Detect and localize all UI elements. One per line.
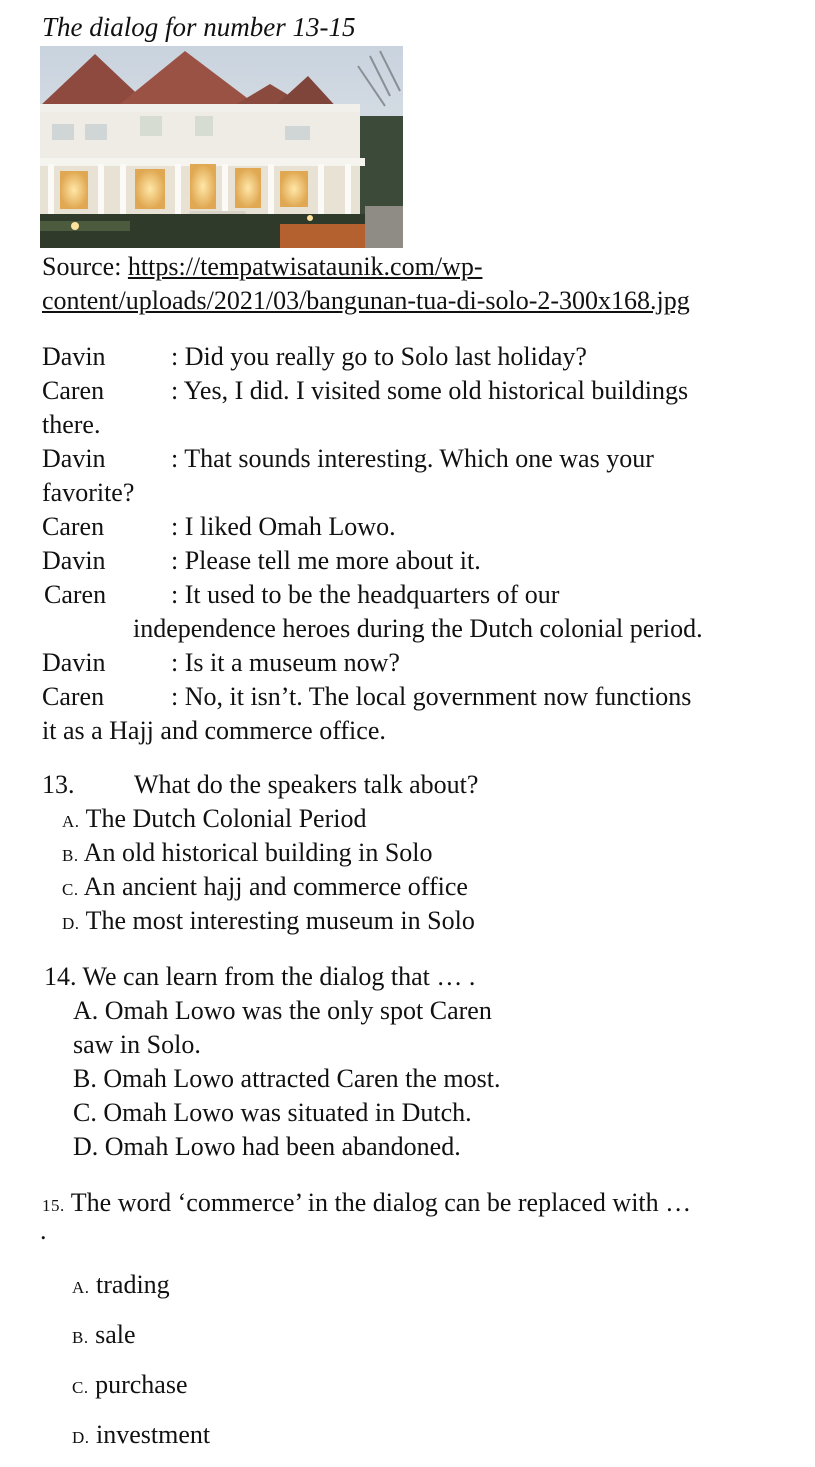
option-a[interactable]	[72, 1270, 170, 1300]
utterance-continued: it as a Hajj and commerce office.	[42, 716, 386, 745]
source-line-2	[42, 286, 690, 316]
option-letter: D.	[62, 914, 80, 933]
option-letter: C.	[72, 1378, 89, 1397]
source-link-continued[interactable]: content/uploads/2021/03/bangunan-tua-di-solo-2-300x168.jpg	[42, 286, 690, 315]
option-text: purchase	[95, 1370, 188, 1399]
option-letter: B.	[62, 846, 79, 865]
option-b[interactable]	[62, 838, 433, 868]
option-text: An ancient hajj and commerce office	[83, 872, 468, 901]
utterance-continued: favorite?	[42, 478, 135, 507]
source-line-1	[42, 252, 482, 282]
utterance: : It used to be the headquarters of our	[171, 580, 560, 609]
option-text: investment	[96, 1420, 211, 1449]
option-text: The Dutch Colonial Period	[85, 804, 367, 833]
option-a-continued[interactable]: saw in Solo.	[73, 1030, 201, 1059]
page-title: The dialog for number 13-15	[42, 12, 356, 42]
utterance: : Yes, I did. I visited some old historical buildings	[171, 376, 689, 405]
utterance: : No, it isn’t. The local government now functions	[171, 682, 692, 711]
option-letter: A.	[62, 812, 80, 831]
utterance: : Please tell me more about it.	[171, 546, 481, 575]
option-text: trading	[96, 1270, 170, 1299]
option-d[interactable]	[72, 1420, 210, 1450]
source-label: Source:	[42, 252, 122, 281]
utterance-continued: independence heroes during the Dutch colonial period.	[133, 614, 703, 643]
utterance: : That sounds interesting. Which one was your	[171, 444, 654, 473]
question-text: What do the speakers talk about?	[134, 770, 479, 799]
speaker: Davin	[42, 648, 106, 677]
option-c[interactable]	[72, 1370, 188, 1400]
utterance: : I liked Omah Lowo.	[171, 512, 396, 541]
option-c[interactable]	[62, 872, 468, 902]
option-c[interactable]: C. Omah Lowo was situated in Dutch.	[73, 1098, 472, 1127]
source-link[interactable]: https://tempatwisataunik.com/wp-	[127, 252, 483, 281]
option-d[interactable]: D. Omah Lowo had been abandoned.	[73, 1132, 461, 1161]
question-number: 15.	[42, 1196, 65, 1215]
speaker: Caren	[44, 580, 107, 609]
speaker: Caren	[42, 682, 105, 711]
speaker: Caren	[42, 512, 105, 541]
option-b[interactable]: B. Omah Lowo attracted Caren the most.	[73, 1064, 501, 1093]
option-b[interactable]	[72, 1320, 136, 1350]
question-trailing-dot: .	[40, 1216, 47, 1245]
option-text: sale	[95, 1320, 136, 1349]
option-a[interactable]: A. Omah Lowo was the only spot Caren	[73, 996, 492, 1025]
utterance-continued: there.	[42, 410, 101, 439]
option-text: The most interesting museum in Solo	[85, 906, 475, 935]
speaker: Davin	[42, 342, 106, 371]
option-a[interactable]	[62, 804, 366, 834]
option-letter: A.	[72, 1278, 90, 1297]
option-text: An old historical building in Solo	[83, 838, 433, 867]
question-text: The word ‘commerce’ in the dialog can be replaced with …	[70, 1188, 692, 1217]
option-letter: C.	[62, 880, 79, 899]
question-line	[42, 1188, 691, 1218]
speaker: Davin	[42, 546, 106, 575]
speaker: Davin	[42, 444, 106, 473]
question-number: 13.	[42, 770, 75, 799]
option-d[interactable]	[62, 906, 475, 936]
house-photo	[40, 46, 403, 248]
utterance: : Did you really go to Solo last holiday?	[171, 342, 587, 371]
option-letter: B.	[72, 1328, 89, 1347]
utterance: : Is it a museum now?	[171, 648, 400, 677]
option-letter: D.	[72, 1428, 90, 1447]
question-text: 14. We can learn from the dialog that … .	[44, 962, 476, 991]
speaker: Caren	[42, 376, 105, 405]
